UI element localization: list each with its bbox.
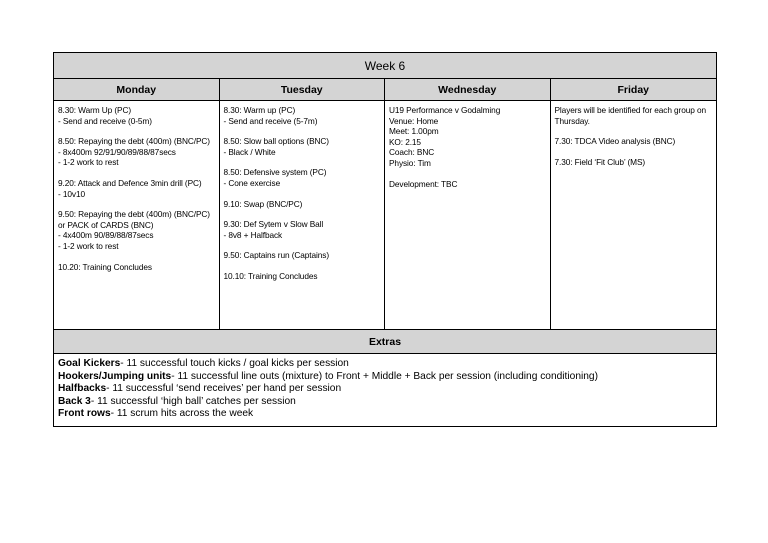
- session-line: - 1-2 work to rest: [58, 157, 119, 168]
- session-line: 8.50: Slow ball options (BNC): [223, 136, 329, 147]
- day-header-friday: Friday: [551, 79, 717, 101]
- session-line: 8.30: Warm up (PC): [223, 105, 296, 115]
- extras-item: [58, 396, 712, 409]
- extras-item-label: Goal Kickers: [58, 358, 121, 369]
- session-line: - Send and receive (0-5m): [58, 115, 152, 126]
- session-block: [224, 167, 382, 188]
- day-header-tuesday: Tuesday: [220, 79, 385, 101]
- extras-item-text: - 11 successful line outs (mixture) to Front + Middle + Back per session (including conditioning): [171, 370, 598, 382]
- extras-item: [58, 383, 712, 396]
- session-line: Players will be identified for each group on Thursday.: [554, 105, 706, 126]
- session-line: - 4x400m 90/89/88/87secs: [58, 230, 154, 241]
- session-block: [224, 105, 382, 126]
- session-line: 8.50: Defensive system (PC): [223, 167, 327, 178]
- day-column-friday: [551, 79, 717, 329]
- extras-item-text: - 11 successful ‘high ball’ catches per session: [90, 395, 296, 407]
- day-column-monday: [54, 79, 220, 329]
- week-title: Week 6: [54, 53, 716, 79]
- extras-header: Extras: [54, 329, 716, 354]
- day-header-wednesday: Wednesday: [385, 79, 550, 101]
- session-block: [224, 250, 382, 261]
- extras-item-label: Front rows: [58, 408, 111, 419]
- session-line: 7.30: TDCA Video analysis (BNC): [554, 136, 676, 147]
- day-column-wednesday: [385, 79, 551, 329]
- extras-item-text: - 11 successful ‘send receives’ per hand per session: [106, 383, 342, 394]
- session-block: [224, 199, 382, 210]
- day-column-tuesday: [220, 79, 386, 329]
- session-line: U19 Performance v Godalming: [389, 105, 501, 115]
- day-body-tuesday: [220, 101, 385, 329]
- session-line: - Black / White: [223, 146, 276, 157]
- session-line: 9.10: Swap (BNC/PC): [223, 198, 303, 209]
- session-block: [555, 157, 714, 168]
- day-header-monday: Monday: [54, 79, 219, 101]
- session-block: [224, 271, 382, 282]
- session-line: 7.30: Field ‘Fit Club’ (MS): [554, 156, 646, 167]
- session-line: Physio: Tim: [389, 157, 431, 168]
- extras-item-text: - 11 scrum hits across the week: [110, 408, 254, 419]
- session-block: [555, 136, 714, 147]
- extras-item: [58, 371, 712, 384]
- session-block: [58, 262, 216, 273]
- schedule-table: [53, 52, 717, 427]
- extras-item-label: Back 3: [58, 395, 91, 407]
- session-block: [224, 136, 382, 157]
- session-line: 9.50: Repaying the debt (400m) (BNC/PC) or PACK of CARDS (BNC): [58, 209, 210, 230]
- session-line: 8.50: Repaying the debt (400m) (BNC/PC): [58, 136, 210, 147]
- session-line: - Send and receive (5-7m): [223, 115, 318, 126]
- session-line: 9.30: Def Sytem v Slow Ball: [223, 219, 324, 230]
- session-block: [555, 105, 714, 126]
- session-block: [58, 105, 216, 126]
- extras-item-text: - 11 successful touch kicks / goal kicks per session: [120, 358, 349, 369]
- extras-body: [54, 354, 716, 426]
- session-line: - 10v10: [58, 188, 85, 199]
- session-line: Development: TBC: [389, 178, 458, 189]
- extras-item: [58, 358, 712, 371]
- day-body-wednesday: [385, 101, 550, 329]
- session-line: 9.20: Attack and Defence 3min drill (PC): [58, 177, 202, 188]
- day-body-friday: [551, 101, 717, 329]
- session-line: Coach: BNC: [389, 147, 435, 158]
- extras-item-label: Halfbacks: [58, 383, 107, 394]
- session-line: Meet: 1.00pm: [389, 126, 439, 137]
- session-block: [224, 219, 382, 240]
- session-line: KO: 2.15: [389, 136, 421, 147]
- session-line: 10.20: Training Concludes: [58, 261, 152, 272]
- day-body-monday: [54, 101, 219, 329]
- session-block: [58, 136, 216, 168]
- session-line: - 1-2 work to rest: [58, 240, 119, 251]
- session-block: [389, 105, 547, 169]
- session-block: [58, 178, 216, 199]
- days-row: [54, 79, 716, 329]
- session-line: Venue: Home: [389, 115, 439, 126]
- session-block: [389, 179, 547, 190]
- session-line: - Cone exercise: [223, 177, 281, 188]
- extras-item: [58, 408, 712, 421]
- extras-item-label: Hookers/Jumping units: [58, 370, 172, 382]
- session-line: - 8v8 + Halfback: [223, 229, 283, 240]
- session-block: [58, 209, 216, 251]
- session-line: 10.10: Training Concludes: [223, 270, 318, 281]
- session-line: 8.30: Warm Up (PC): [58, 105, 132, 115]
- session-line: 9.50: Captains run (Captains): [223, 250, 329, 261]
- session-line: - 8x400m 92/91/90/89/88/87secs: [58, 146, 176, 157]
